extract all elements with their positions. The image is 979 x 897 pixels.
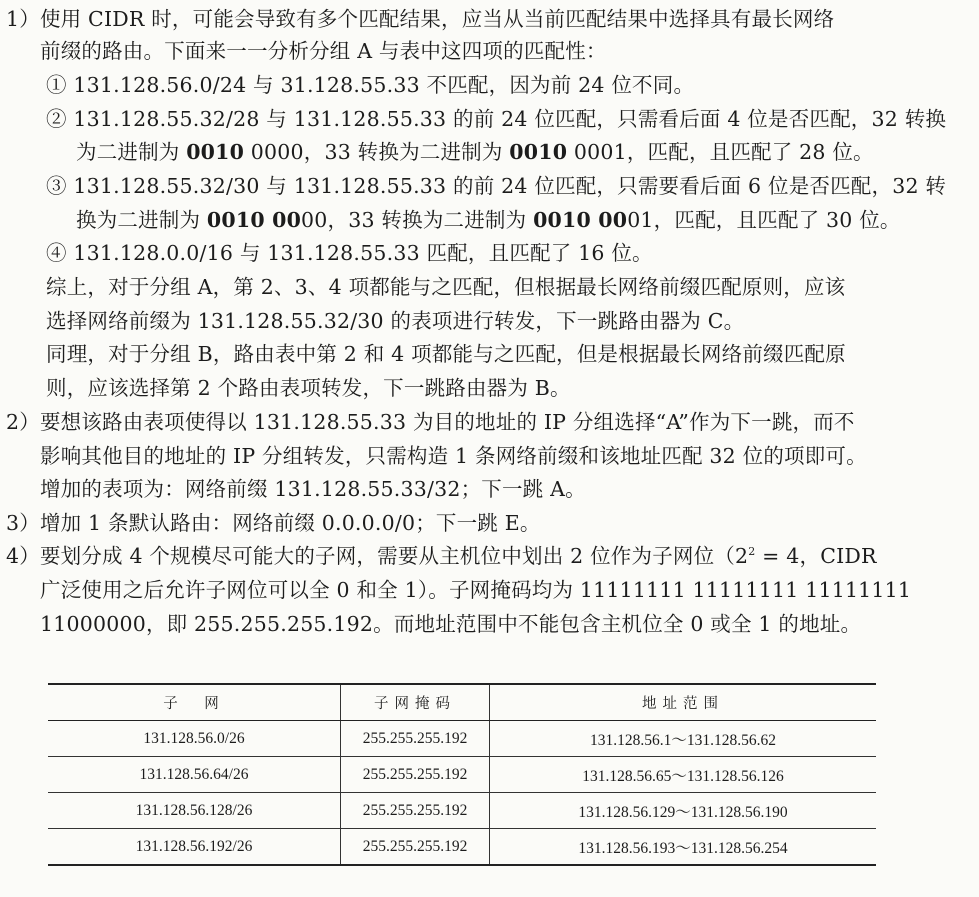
cell-mask: 255.255.255.192 xyxy=(341,793,490,829)
cell-subnet: 131.128.56.64/26 xyxy=(48,757,341,793)
table-row xyxy=(48,793,876,829)
text-line xyxy=(6,541,877,571)
text-line xyxy=(46,306,744,336)
cell-range: 131.128.56.193～131.128.56.254 xyxy=(490,829,877,866)
subnet-table xyxy=(48,683,876,866)
cell-subnet: 131.128.56.128/26 xyxy=(48,793,341,829)
text-line xyxy=(46,104,946,134)
text-line xyxy=(46,70,694,100)
text-line xyxy=(40,474,586,504)
text-segment: 0000，33 转换为二进制为 xyxy=(244,140,510,164)
text-segment: 同理，对于分组 B，路由表中第 2 和 4 项都能与之匹配，但是根据最长网络前缀匹配原 xyxy=(46,342,846,366)
text-line xyxy=(46,238,653,268)
text-segment: = 4，CIDR xyxy=(755,544,877,568)
text-segment: 综上，对于分组 A，第 2、3、4 项都能与之匹配，但根据最长网络前缀匹配原则，应该 xyxy=(46,275,846,299)
text-segment: ② 131.128.55.32/28 与 131.128.55.33 的前 24 位匹配，只需看后面 4 位是否匹配，32 转换 xyxy=(46,107,947,131)
text-line xyxy=(46,272,845,302)
cell-mask: 255.255.255.192 xyxy=(341,757,490,793)
text-segment: 0001，匹配，且匹配了 28 位。 xyxy=(567,140,874,164)
text-segment: 00，33 转换为二进制为 xyxy=(301,208,534,232)
text-segment: 前缀的路由。下面来一一分析分组 A 与表中这四项的匹配性： xyxy=(40,39,607,63)
text-segment: 2）要想该路由表项使得以 131.128.55.33 为目的地址的 IP 分组选择“A”作为下一跳，而不 xyxy=(6,410,855,434)
table-row xyxy=(48,721,876,757)
text-segment: 换为二进制为 xyxy=(76,208,207,232)
bold-text: 0010 xyxy=(509,140,568,164)
table-header-row xyxy=(48,684,876,721)
text-line xyxy=(6,4,834,34)
text-line xyxy=(46,339,846,369)
text-line xyxy=(46,373,571,403)
bold-text: 0010 00 xyxy=(206,208,302,232)
text-segment: 广泛使用之后允许子网位可以全 0 和全 1）。子网掩码均为 11111111 11111111 11111111 xyxy=(40,578,912,602)
text-line xyxy=(6,508,541,538)
cell-range: 131.128.56.129～131.128.56.190 xyxy=(490,793,877,829)
bold-text: 0010 00 xyxy=(533,208,628,232)
text-segment: ③ 131.128.55.32/30 与 131.128.55.33 的前 24 位匹配，只需要看后面 6 位是否匹配，32 转 xyxy=(46,174,947,198)
text-segment: ④ 131.128.0.0/16 与 131.128.55.33 匹配，且匹配了 16 位。 xyxy=(46,241,653,265)
cell-mask: 255.255.255.192 xyxy=(341,721,490,757)
text-segment: 增加的表项为：网络前缀 131.128.55.33/32；下一跳 A。 xyxy=(40,477,586,501)
text-segment: 3）增加 1 条默认路由：网络前缀 0.0.0.0/0；下一跳 E。 xyxy=(6,511,541,535)
bold-text: 0010 xyxy=(186,140,245,164)
text-line xyxy=(40,441,867,471)
table-row xyxy=(48,829,876,866)
superscript: 2 xyxy=(748,545,756,558)
text-line xyxy=(76,137,874,167)
text-segment: 影响其他目的地址的 IP 分组转发，只需构造 1 条网络前缀和该地址匹配 32 位的项即可。 xyxy=(40,444,867,468)
cell-mask: 255.255.255.192 xyxy=(341,829,490,866)
text-segment: 选择网络前缀为 131.128.55.32/30 的表项进行转发，下一跳路由器为 C。 xyxy=(46,309,745,333)
header-range: 地址范围 xyxy=(490,684,877,721)
header-mask: 子网掩码 xyxy=(341,684,490,721)
text-line xyxy=(46,171,946,201)
cell-subnet: 131.128.56.0/26 xyxy=(48,721,341,757)
text-segment: 4）要划分成 4 个规模尽可能大的子网，需要从主机位中划出 2 位作为子网位（2 xyxy=(6,544,749,568)
text-segment: 11000000，即 255.255.255.192。而地址范围中不能包含主机位全 0 或全 1 的地址。 xyxy=(40,612,862,636)
text-line xyxy=(40,575,911,605)
text-line xyxy=(76,205,901,235)
cell-range: 131.128.56.1～131.128.56.62 xyxy=(490,721,877,757)
text-line xyxy=(6,407,855,437)
text-line xyxy=(40,609,861,639)
text-segment: 01，匹配，且匹配了 30 位。 xyxy=(627,208,901,232)
text-segment: 为二进制为 xyxy=(76,140,187,164)
text-line xyxy=(40,36,607,66)
cell-subnet: 131.128.56.192/26 xyxy=(48,829,341,866)
header-subnet: 子 网 xyxy=(48,684,341,721)
text-segment: 则，应该选择第 2 个路由表项转发，下一跳路由器为 B。 xyxy=(46,376,571,400)
table-row xyxy=(48,757,876,793)
text-segment: ① 131.128.56.0/24 与 31.128.55.33 不匹配，因为前 24 位不同。 xyxy=(46,73,695,97)
text-segment: 1）使用 CIDR 时，可能会导致有多个匹配结果，应当从当前匹配结果中选择具有最长网络 xyxy=(6,7,835,31)
cell-range: 131.128.56.65～131.128.56.126 xyxy=(490,757,877,793)
